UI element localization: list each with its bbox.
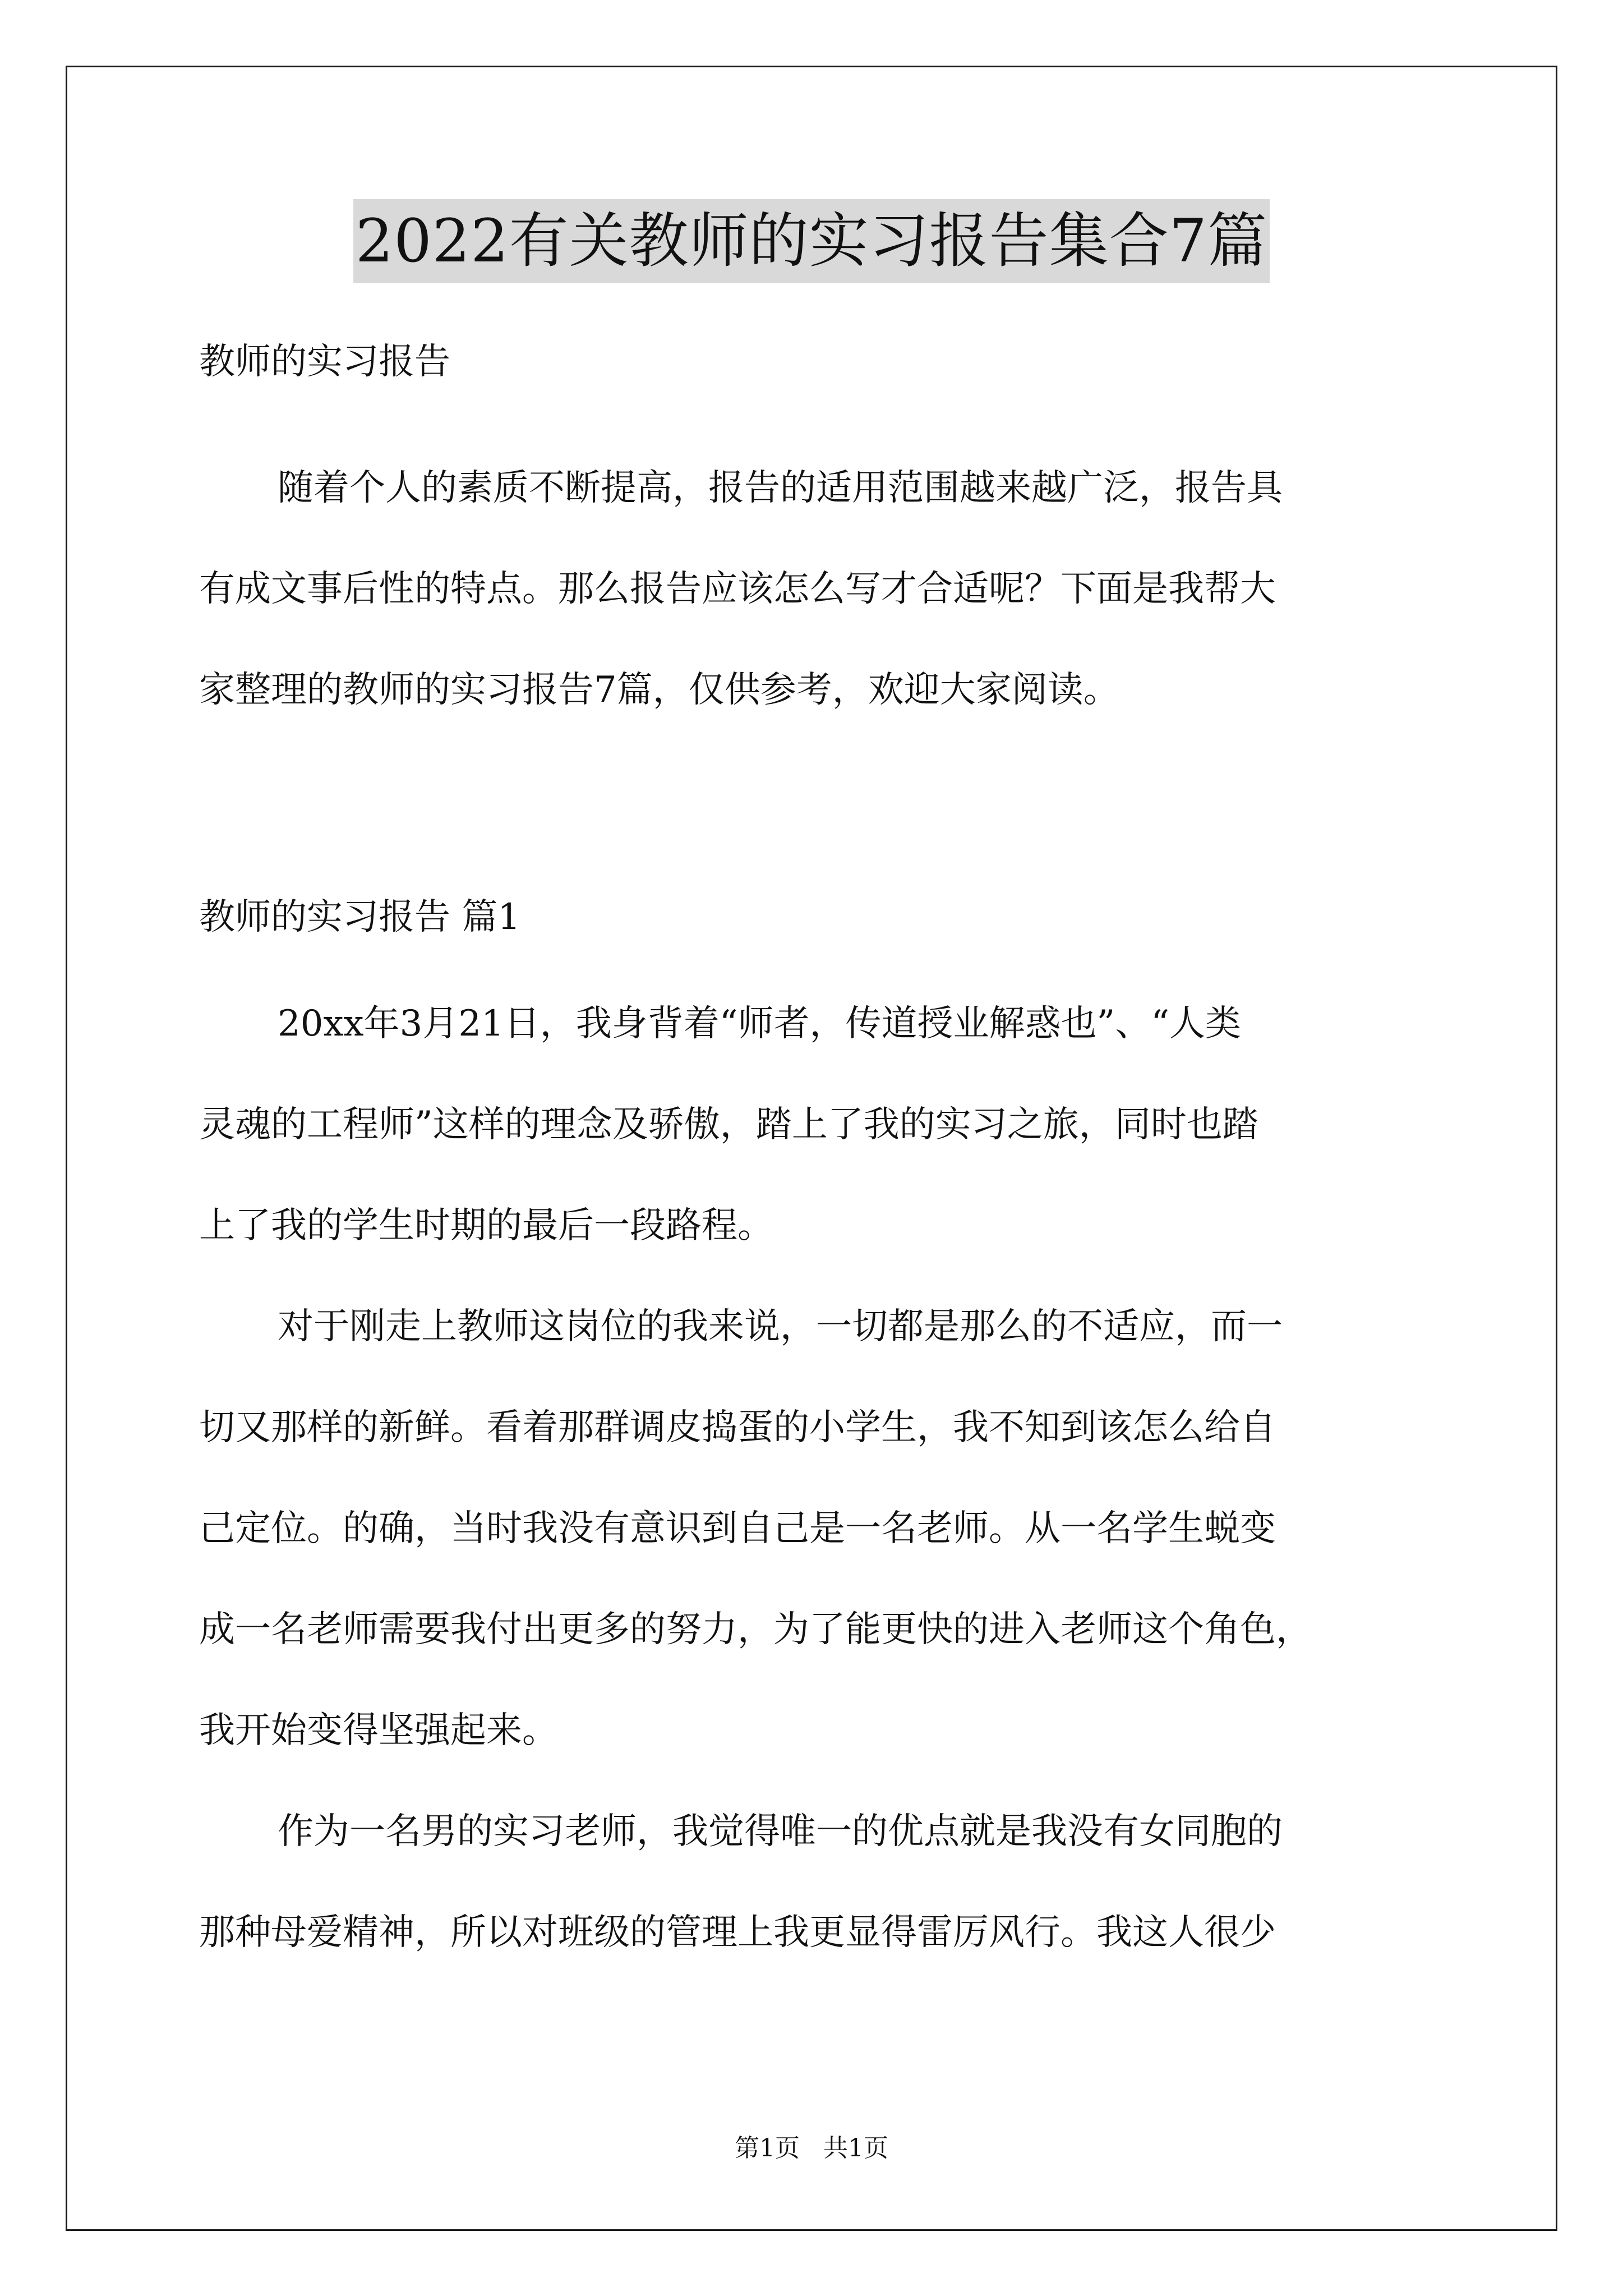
paragraph-line: 成一名老师需要我付出更多的努力，为了能更快的进入老师这个角色，: [199, 1609, 1312, 1650]
paragraph-line: 我开始变得坚强起来。: [199, 1710, 558, 1751]
paragraph-line: 随着个人的素质不断提高，报告的适用范围越来越广泛，报告具: [278, 467, 1283, 509]
page-total: 共1页: [823, 2134, 888, 2162]
page-number: 第1页: [735, 2134, 800, 2162]
paragraph-line: 20xx年3月21日，我身背着“师者，传道授业解惑也”、“人类: [278, 1003, 1241, 1045]
paragraph-line: 那种母爱精神，所以对班级的管理上我更显得雷厉风行。我这人很少: [199, 1912, 1276, 1953]
paragraph-line: 作为一名男的实习老师，我觉得唯一的优点就是我没有女同胞的: [278, 1811, 1283, 1852]
paragraph-line: 己定位。的确，当时我没有意识到自己是一名老师。从一名学生蜕变: [199, 1508, 1276, 1549]
title-container: [0, 199, 1623, 283]
paragraph-line: 灵魂的工程师”这样的理念及骄傲，踏上了我的实习之旅，同时也踏: [199, 1104, 1258, 1145]
paragraph-line: 有成文事后性的特点。那么报告应该怎么写才合适呢？下面是我帮大: [199, 568, 1276, 610]
paragraph-line: 对于刚走上教师这岗位的我来说，一切都是那么的不适应，而一: [278, 1306, 1283, 1347]
paragraph-line: 家整理的教师的实习报告7篇，仅供参考，欢迎大家阅读。: [199, 669, 1119, 711]
page-footer: [0, 2132, 1623, 2165]
paragraph-line: 上了我的学生时期的最后一段路程。: [199, 1205, 773, 1246]
paragraph-line: 切又那样的新鲜。看着那群调皮捣蛋的小学生，我不知到该怎么给自: [199, 1407, 1276, 1448]
section-heading: 教师的实习报告: [199, 341, 450, 383]
document-title: 2022有关教师的实习报告集合7篇: [353, 199, 1270, 283]
section-heading: 教师的实习报告 篇1: [199, 896, 521, 938]
